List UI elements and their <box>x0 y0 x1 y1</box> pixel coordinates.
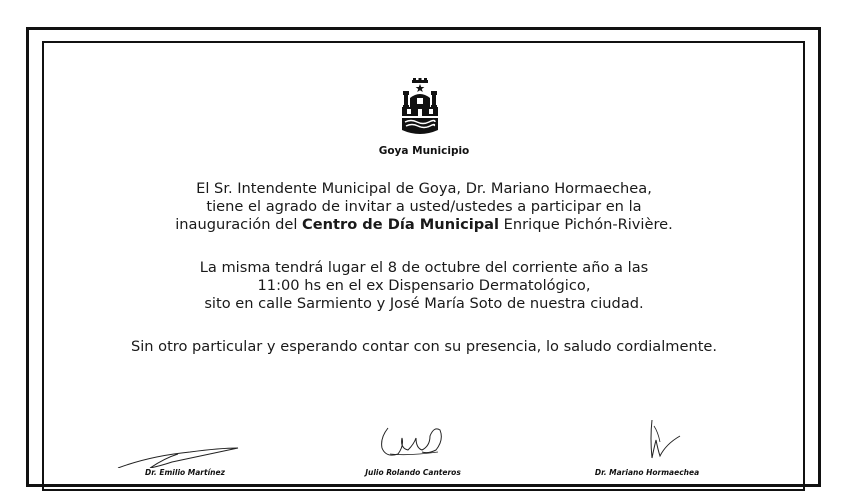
signature-block-2 <box>318 418 508 477</box>
center-name: Centro de Día Municipal <box>302 216 500 233</box>
handwritten-signature-2 <box>318 418 508 468</box>
signature-block-3 <box>552 418 742 477</box>
text-line: La misma tendrá lugar el 8 de octubre del corriente año a las <box>199 259 649 276</box>
text-segment: inauguración del <box>175 216 303 233</box>
signatory-name: Dr. Emilio Martínez <box>145 468 225 477</box>
text-line: tiene el agrado de invitar a usted/ustedes a participar en la <box>206 198 642 215</box>
invitation-paragraph-2 <box>0 259 848 313</box>
text-line <box>0 216 848 234</box>
text-line: sito en calle Sarmiento y José María Soto de nuestra ciudad. <box>204 295 644 312</box>
signatory-name: Dr. Mariano Hormaechea <box>594 468 700 477</box>
text-line: 11:00 hs en el ex Dispensario Dermatológico, <box>257 277 591 294</box>
text-line: Sin otro particular y esperando contar con su presencia, lo saludo cordialmente. <box>130 338 718 355</box>
text-line: El Sr. Intendente Municipal de Goya, Dr. Mariano Hormaechea, <box>196 180 652 197</box>
handwritten-signature-3 <box>552 418 742 468</box>
invitation-paragraph-3 <box>0 338 848 356</box>
signature-block-1 <box>90 418 280 477</box>
signatory-name: Julio Rolando Canteros <box>365 468 461 477</box>
text-segment: Enrique Pichón-Rivière. <box>499 216 673 233</box>
handwritten-signature-1 <box>90 418 280 468</box>
invitation-paragraph-1 <box>0 180 848 234</box>
brand-name: Goya Municipio <box>378 145 470 157</box>
goya-municipal-crest-icon <box>398 78 442 136</box>
